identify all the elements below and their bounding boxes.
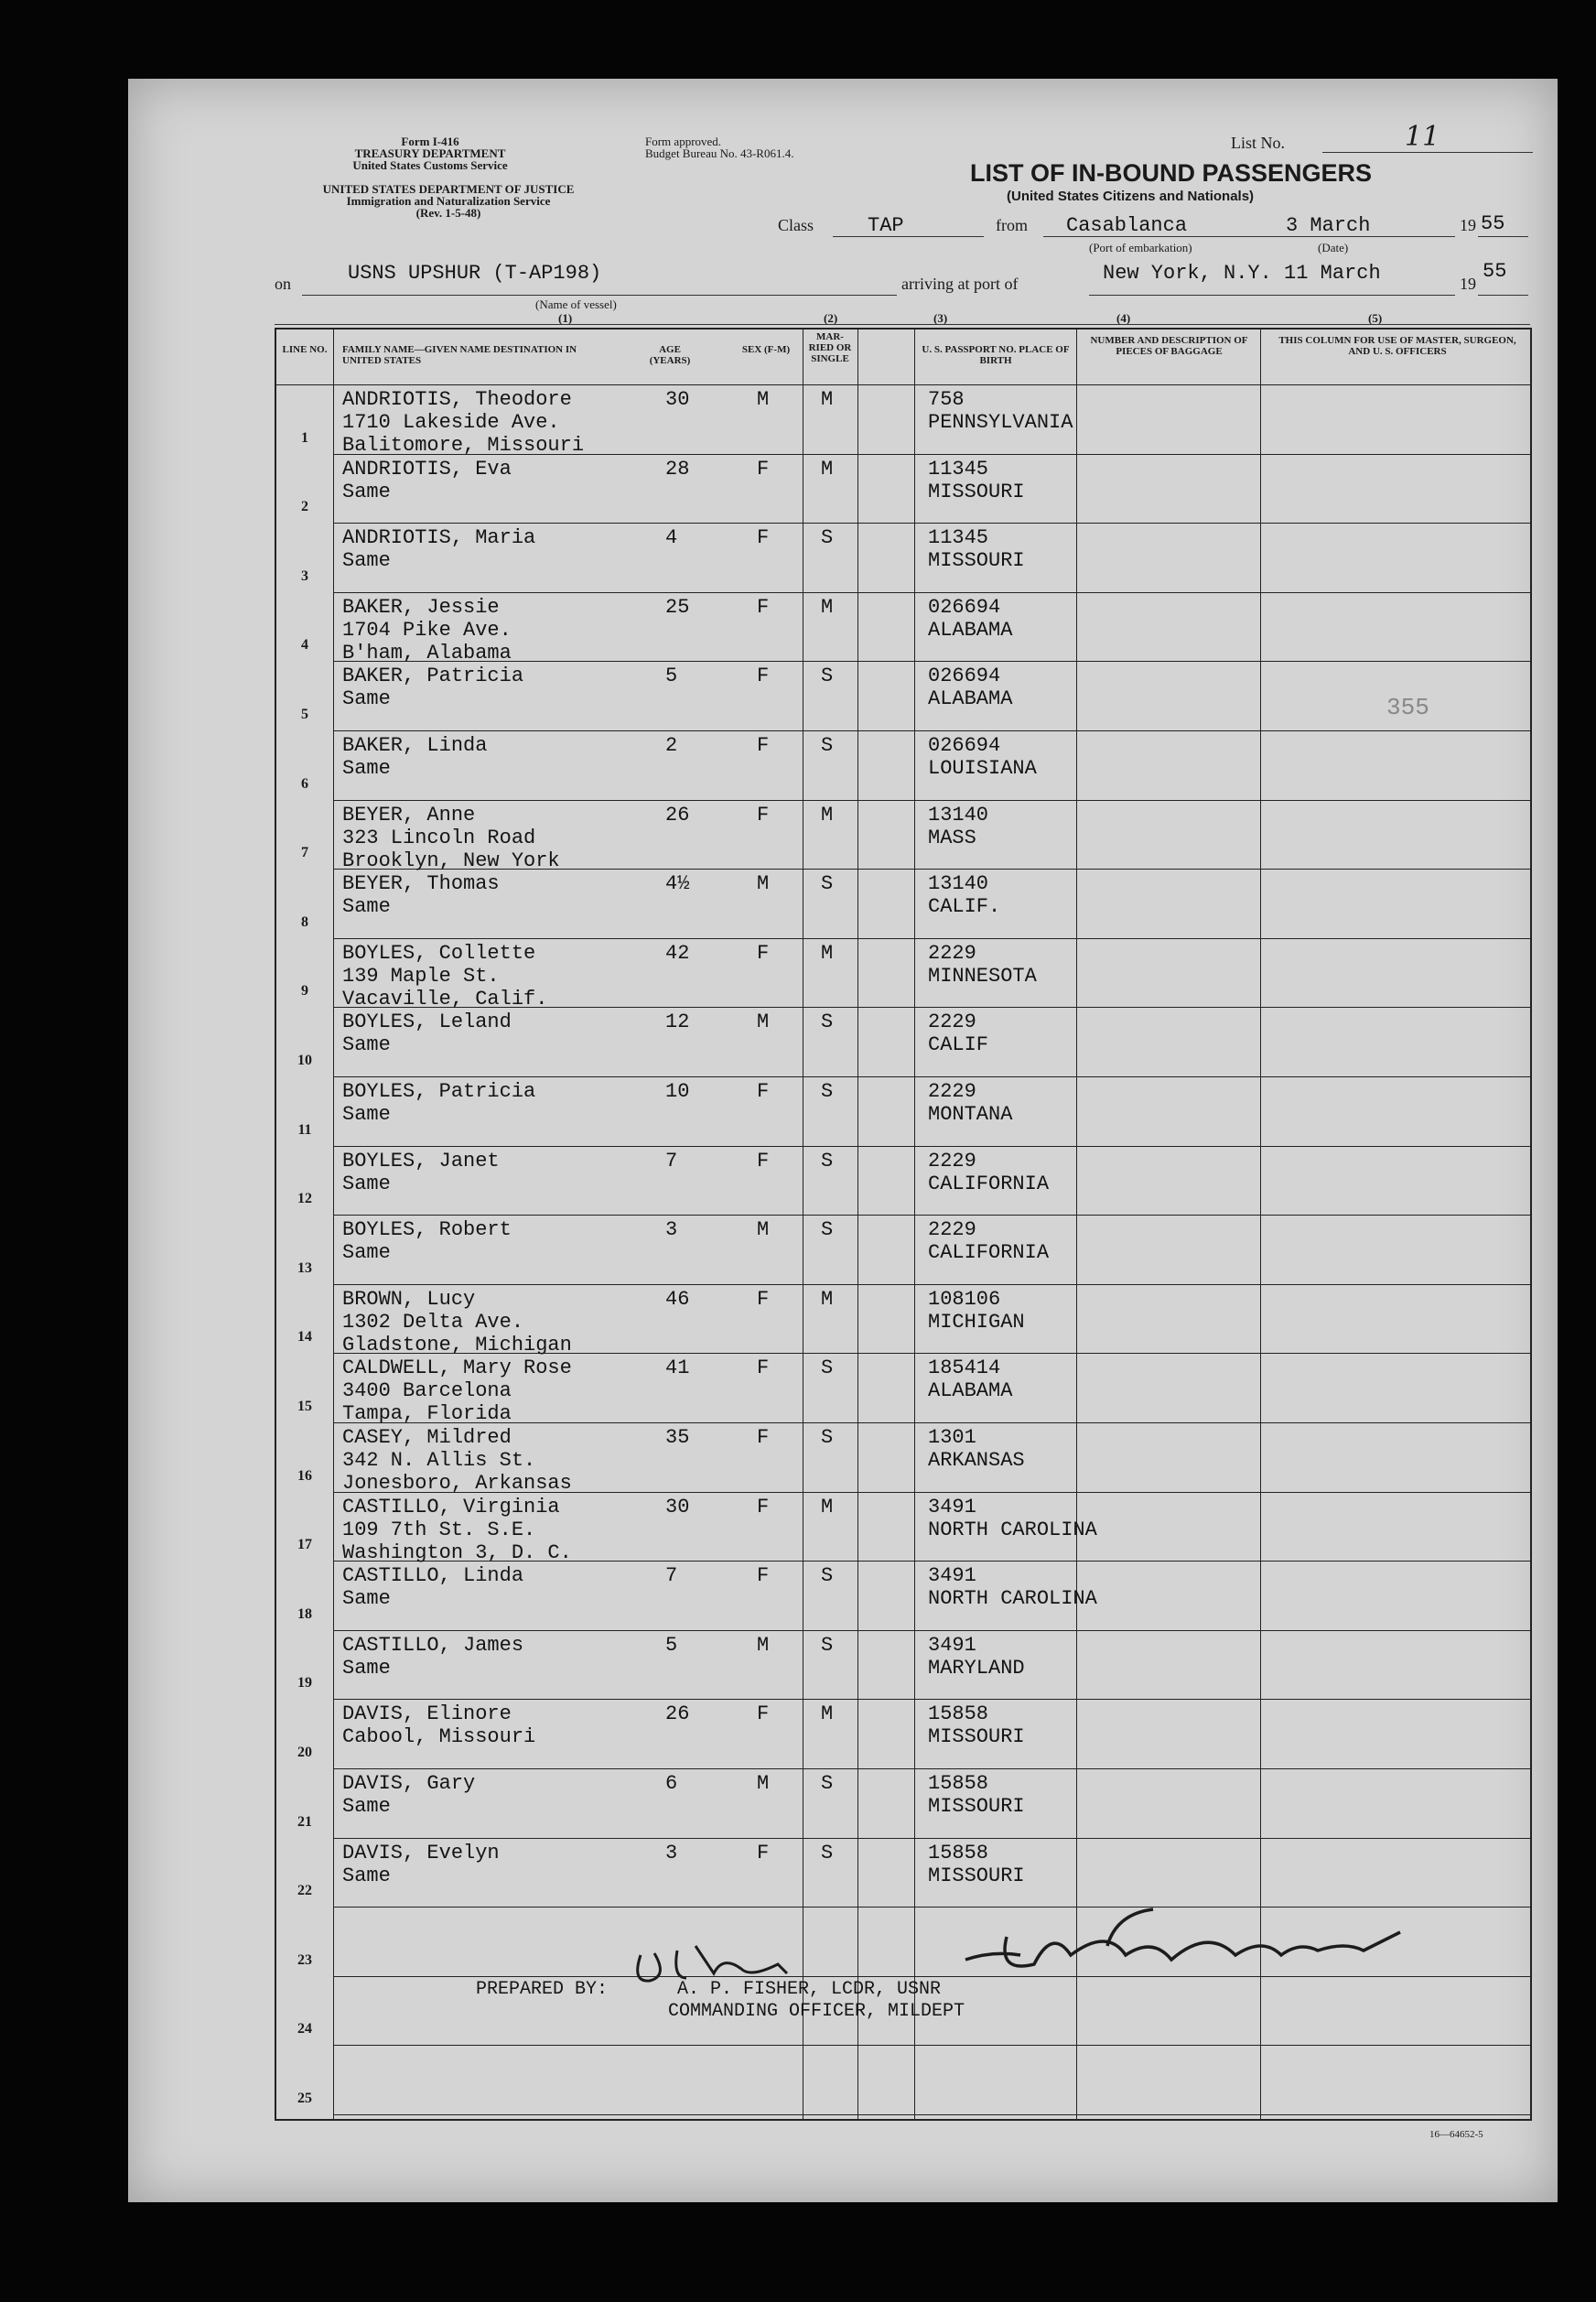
passport-number: 2229 bbox=[928, 1149, 976, 1173]
signature-fisher bbox=[638, 1946, 787, 1981]
passenger-name: BEYER, Thomas bbox=[342, 872, 500, 896]
passenger-marital: M bbox=[821, 1495, 834, 1518]
passenger-sex: M bbox=[757, 1772, 770, 1795]
form-approved: Form approved. bbox=[645, 135, 722, 148]
passenger-marital: S bbox=[821, 1356, 834, 1380]
passport-number: 3491 bbox=[928, 1633, 976, 1657]
passport-number: 2229 bbox=[928, 1011, 976, 1034]
col-passport: U. S. PASSPORT NO. PLACE OF BIRTH bbox=[922, 344, 1070, 366]
passenger-destination: Same bbox=[342, 1795, 391, 1818]
col-name: FAMILY NAME—GIVEN NAME DESTINATION IN UNITED STATES bbox=[342, 344, 577, 366]
passenger-age: 7 bbox=[665, 1564, 678, 1588]
place-of-birth: MASS bbox=[928, 826, 976, 849]
arrival-port-date: New York, N.Y. 11 March bbox=[1103, 262, 1381, 285]
place-of-birth: MISSOURI bbox=[928, 1864, 1025, 1887]
passenger-sex: F bbox=[757, 1149, 770, 1173]
passport-number: 2229 bbox=[928, 941, 976, 965]
passenger-marital: S bbox=[821, 1564, 834, 1588]
passenger-destination: Same bbox=[342, 1241, 391, 1265]
list-no-value: 11 bbox=[1405, 121, 1440, 153]
passenger-destination: Same bbox=[342, 1172, 391, 1195]
passenger-name: ANDRIOTIS, Eva bbox=[342, 457, 512, 481]
passenger-sex: F bbox=[757, 526, 770, 550]
place-of-birth: NORTH CAROLINA bbox=[928, 1587, 1097, 1611]
place-of-birth: MISSOURI bbox=[928, 549, 1025, 573]
passenger-name: BAKER, Jessie bbox=[342, 595, 500, 619]
prepared-by-title: COMMANDING OFFICER, MILDEPT bbox=[668, 2001, 965, 2022]
passport-number: 2229 bbox=[928, 1218, 976, 1242]
col-married: MAR-RIED OR SINGLE bbox=[808, 331, 852, 364]
passenger-age: 26 bbox=[665, 803, 690, 827]
arriving-label: arriving at port of bbox=[901, 275, 1019, 293]
prepared-by-name: A. P. FISHER, LCDR, USNR bbox=[677, 1979, 942, 2000]
place-of-birth: ARKANSAS bbox=[928, 1449, 1025, 1472]
passenger-destination: 1710 Lakeside Ave. bbox=[342, 411, 560, 434]
line-number: 14 bbox=[297, 1329, 312, 1346]
ins-service: Immigration and Naturalization Service bbox=[346, 194, 551, 208]
print-code: 16—64652-5 bbox=[1429, 2129, 1483, 2140]
line-number: 4 bbox=[301, 637, 308, 654]
passenger-age: 10 bbox=[665, 1080, 690, 1103]
passenger-marital: S bbox=[821, 1426, 834, 1449]
passenger-name: DAVIS, Elinore bbox=[342, 1702, 512, 1726]
passenger-age: 25 bbox=[665, 595, 690, 619]
passenger-name: BOYLES, Patricia bbox=[342, 1080, 536, 1103]
passenger-marital: S bbox=[821, 1633, 834, 1657]
arrival-year: 55 bbox=[1483, 260, 1507, 283]
line-number: 9 bbox=[301, 983, 308, 1000]
place-of-birth: MISSOURI bbox=[928, 1725, 1025, 1749]
line-number: 16 bbox=[297, 1467, 312, 1484]
page-subtitle: (United States Citizens and Nationals) bbox=[1007, 189, 1255, 204]
passenger-marital: S bbox=[821, 1772, 834, 1795]
col-num-5: (5) bbox=[1368, 311, 1383, 325]
passenger-sex: F bbox=[757, 1841, 770, 1864]
line-number: 20 bbox=[297, 1745, 312, 1760]
line-number: 1 bbox=[301, 429, 308, 446]
passenger-age: 41 bbox=[665, 1356, 690, 1380]
embarkation-date: 3 March bbox=[1286, 214, 1371, 237]
passenger-destination: Same bbox=[342, 687, 391, 711]
passport-number: 1301 bbox=[928, 1426, 976, 1449]
from-label: from bbox=[996, 216, 1028, 234]
place-of-birth: NORTH CAROLINA bbox=[928, 1518, 1097, 1541]
line-number: 7 bbox=[301, 845, 308, 861]
passenger-name: CALDWELL, Mary Rose bbox=[342, 1356, 572, 1380]
passenger-destination: Brooklyn, New York bbox=[342, 848, 560, 872]
passenger-name: CASTILLO, James bbox=[342, 1633, 524, 1657]
budget-bureau: Budget Bureau No. 43-R061.4. bbox=[645, 146, 794, 160]
col-num-3: (3) bbox=[933, 311, 948, 325]
passenger-sex: M bbox=[757, 1011, 770, 1034]
passenger-destination: Same bbox=[342, 480, 391, 503]
passenger-sex: F bbox=[757, 1426, 770, 1449]
passenger-sex: M bbox=[757, 872, 770, 896]
passenger-name: BROWN, Lucy bbox=[342, 1287, 476, 1311]
passenger-age: 30 bbox=[665, 1495, 690, 1518]
place-of-birth: PENNSYLVANIA bbox=[928, 411, 1073, 434]
passenger-name: BOYLES, Janet bbox=[342, 1149, 500, 1173]
embarkation-year: 55 bbox=[1481, 212, 1505, 235]
passenger-name: BAKER, Linda bbox=[342, 734, 488, 757]
passenger-name: ANDRIOTIS, Theodore bbox=[342, 388, 572, 411]
place-of-birth: MISSOURI bbox=[928, 480, 1025, 503]
passenger-sex: F bbox=[757, 734, 770, 757]
passenger-marital: M bbox=[821, 388, 834, 411]
passport-number: 026694 bbox=[928, 665, 1001, 688]
place-of-birth: MICHIGAN bbox=[928, 1310, 1025, 1334]
passenger-name: DAVIS, Evelyn bbox=[342, 1841, 500, 1864]
embarkation-port: Casablanca bbox=[1066, 214, 1188, 237]
passenger-name: CASEY, Mildred bbox=[342, 1426, 512, 1449]
passport-number: 3491 bbox=[928, 1564, 976, 1588]
passenger-age: 26 bbox=[665, 1702, 690, 1726]
passenger-age: 2 bbox=[665, 734, 678, 757]
passenger-destination: Same bbox=[342, 549, 391, 573]
year-prefix: 19 bbox=[1460, 216, 1476, 234]
line-number: 17 bbox=[297, 1537, 312, 1553]
passenger-destination: Same bbox=[342, 1656, 391, 1680]
passenger-sex: M bbox=[757, 388, 770, 411]
passenger-marital: S bbox=[821, 1149, 834, 1173]
signature-officer bbox=[965, 1909, 1400, 1966]
passport-number: 15858 bbox=[928, 1772, 989, 1795]
passenger-name: BAKER, Patricia bbox=[342, 665, 524, 688]
passenger-age: 7 bbox=[665, 1149, 678, 1173]
passport-number: 11345 bbox=[928, 457, 989, 481]
passenger-name: CASTILLO, Linda bbox=[342, 1564, 524, 1588]
line-number: 15 bbox=[297, 1399, 312, 1414]
passenger-age: 46 bbox=[665, 1287, 690, 1311]
passport-number: 13140 bbox=[928, 872, 989, 896]
place-of-birth: CALIF bbox=[928, 1033, 989, 1057]
passenger-age: 5 bbox=[665, 665, 678, 688]
line-number: 24 bbox=[297, 2021, 312, 2037]
passenger-destination: Balitomore, Missouri bbox=[342, 434, 585, 457]
passenger-age: 4 bbox=[665, 526, 678, 550]
document-page bbox=[128, 79, 1558, 2202]
passenger-destination: 139 Maple St. bbox=[342, 964, 500, 988]
passenger-destination: Cabool, Missouri bbox=[342, 1725, 536, 1749]
revision-date: (Rev. 1-5-48) bbox=[415, 206, 481, 220]
passport-number: 026694 bbox=[928, 595, 1001, 619]
passport-number: 15858 bbox=[928, 1841, 989, 1864]
passport-number: 13140 bbox=[928, 803, 989, 827]
place-of-birth: LOUISIANA bbox=[928, 757, 1037, 780]
signature-marks bbox=[128, 79, 1558, 2202]
col-num-4: (4) bbox=[1116, 311, 1131, 325]
list-no-label: List No. bbox=[1231, 134, 1286, 152]
form-number: Form I-416 bbox=[401, 135, 459, 148]
col-sex: SEX (F-M) bbox=[741, 344, 791, 355]
vessel-caption: (Name of vessel) bbox=[535, 297, 617, 311]
passenger-destination: 3400 Barcelona bbox=[342, 1379, 512, 1403]
arrival-year-prefix: 19 bbox=[1460, 275, 1476, 293]
passenger-sex: F bbox=[757, 665, 770, 688]
line-number: 23 bbox=[297, 1951, 312, 1968]
vessel-name: USNS UPSHUR (T-AP198) bbox=[348, 262, 602, 285]
passenger-marital: S bbox=[821, 1011, 834, 1034]
passenger-sex: M bbox=[757, 1633, 770, 1657]
passenger-destination: Same bbox=[342, 757, 391, 780]
justice-department: UNITED STATES DEPARTMENT OF JUSTICE bbox=[322, 182, 575, 196]
passenger-marital: M bbox=[821, 1702, 834, 1726]
place-of-birth: CALIFORNIA bbox=[928, 1172, 1050, 1195]
passenger-destination: Same bbox=[342, 1103, 391, 1126]
passport-number: 108106 bbox=[928, 1287, 1001, 1311]
passenger-destination: Same bbox=[342, 1033, 391, 1057]
place-of-birth: MONTANA bbox=[928, 1103, 1013, 1126]
passport-number: 11345 bbox=[928, 526, 989, 550]
place-of-birth: ALABAMA bbox=[928, 687, 1013, 711]
line-number: 12 bbox=[297, 1191, 312, 1207]
customs-service: United States Customs Service bbox=[352, 158, 508, 172]
passenger-sex: F bbox=[757, 1495, 770, 1518]
line-number: 11 bbox=[297, 1121, 312, 1138]
passenger-sex: M bbox=[757, 1218, 770, 1242]
passenger-destination: Jonesboro, Arkansas bbox=[342, 1472, 572, 1495]
passenger-destination: 1302 Delta Ave. bbox=[342, 1310, 524, 1334]
passenger-marital: S bbox=[821, 526, 834, 550]
passenger-marital: M bbox=[821, 803, 834, 827]
passport-number: 15858 bbox=[928, 1702, 989, 1726]
col-officers: THIS COLUMN FOR USE OF MASTER, SURGEON, AND U. S. OFFICERS bbox=[1278, 335, 1516, 357]
place-of-birth: MINNESOTA bbox=[928, 964, 1037, 988]
place-of-birth: CALIF. bbox=[928, 895, 1001, 919]
passenger-age: 30 bbox=[665, 388, 690, 411]
passenger-destination: Gladstone, Michigan bbox=[342, 1333, 572, 1356]
passenger-marital: S bbox=[821, 734, 834, 757]
passenger-sex: F bbox=[757, 1080, 770, 1103]
line-number: 10 bbox=[297, 1053, 312, 1068]
passenger-name: ANDRIOTIS, Maria bbox=[342, 526, 536, 550]
passenger-destination: Tampa, Florida bbox=[342, 1402, 512, 1426]
passenger-age: 4½ bbox=[665, 872, 690, 896]
passenger-name: DAVIS, Gary bbox=[342, 1772, 476, 1795]
passenger-sex: F bbox=[757, 1356, 770, 1380]
date-caption: (Date) bbox=[1318, 241, 1349, 254]
passenger-name: BOYLES, Leland bbox=[342, 1011, 512, 1034]
passenger-sex: F bbox=[757, 803, 770, 827]
place-of-birth: MARYLAND bbox=[928, 1656, 1025, 1680]
col-baggage: NUMBER AND DESCRIPTION OF PIECES OF BAGGAGE bbox=[1090, 335, 1248, 357]
col-num-2: (2) bbox=[824, 311, 838, 325]
place-of-birth: MISSOURI bbox=[928, 1795, 1025, 1818]
col-num-1: (1) bbox=[558, 311, 573, 325]
passenger-marital: S bbox=[821, 1841, 834, 1864]
passenger-destination: B'ham, Alabama bbox=[342, 641, 512, 665]
passenger-destination: 342 N. Allis St. bbox=[342, 1449, 536, 1472]
treasury-department: TREASURY DEPARTMENT bbox=[354, 146, 506, 160]
class-value: TAP bbox=[868, 214, 904, 237]
passenger-destination: Same bbox=[342, 1587, 391, 1611]
passenger-destination: 323 Lincoln Road bbox=[342, 826, 536, 849]
col-age: AGE (YEARS) bbox=[649, 344, 691, 366]
passenger-sex: F bbox=[757, 595, 770, 619]
passenger-destination: Vacaville, Calif. bbox=[342, 987, 548, 1011]
page-title: LIST OF IN-BOUND PASSENGERS bbox=[970, 159, 1373, 187]
passenger-marital: M bbox=[821, 941, 834, 965]
passenger-age: 3 bbox=[665, 1218, 678, 1242]
place-of-birth: CALIFORNIA bbox=[928, 1241, 1050, 1265]
passenger-name: BOYLES, Collette bbox=[342, 941, 536, 965]
officer-note: 355 bbox=[1386, 694, 1429, 721]
passenger-marital: S bbox=[821, 1218, 834, 1242]
passport-number: 026694 bbox=[928, 734, 1001, 757]
passenger-sex: F bbox=[757, 1702, 770, 1726]
passenger-destination: 109 7th St. S.E. bbox=[342, 1518, 536, 1541]
passenger-name: BOYLES, Robert bbox=[342, 1218, 512, 1242]
passenger-marital: S bbox=[821, 872, 834, 896]
passport-number: 2229 bbox=[928, 1080, 976, 1103]
passenger-name: CASTILLO, Virginia bbox=[342, 1495, 560, 1518]
line-number: 2 bbox=[301, 499, 308, 515]
passenger-age: 3 bbox=[665, 1841, 678, 1864]
passenger-name: BEYER, Anne bbox=[342, 803, 476, 827]
class-label: Class bbox=[778, 216, 814, 234]
passenger-sex: F bbox=[757, 457, 770, 481]
passenger-marital: M bbox=[821, 457, 834, 481]
line-number: 18 bbox=[297, 1605, 312, 1622]
passenger-sex: F bbox=[757, 1564, 770, 1588]
passenger-age: 5 bbox=[665, 1633, 678, 1657]
line-number: 21 bbox=[297, 1813, 312, 1830]
line-number: 8 bbox=[301, 913, 308, 930]
passenger-age: 6 bbox=[665, 1772, 678, 1795]
passenger-destination: Washington 3, D. C. bbox=[342, 1540, 572, 1564]
line-number: 5 bbox=[301, 707, 308, 722]
passenger-sex: F bbox=[757, 941, 770, 965]
place-of-birth: ALABAMA bbox=[928, 1379, 1013, 1403]
passenger-marital: S bbox=[821, 665, 834, 688]
on-label: on bbox=[275, 275, 291, 293]
passenger-marital: M bbox=[821, 595, 834, 619]
line-number: 6 bbox=[301, 775, 308, 792]
passport-number: 758 bbox=[928, 388, 965, 411]
place-of-birth: ALABAMA bbox=[928, 618, 1013, 642]
passenger-sex: F bbox=[757, 1287, 770, 1311]
passenger-age: 12 bbox=[665, 1011, 690, 1034]
prepared-by-label: PREPARED BY: bbox=[476, 1979, 609, 2000]
passenger-destination: Same bbox=[342, 1864, 391, 1887]
passenger-marital: S bbox=[821, 1080, 834, 1103]
line-number: 3 bbox=[301, 567, 308, 584]
line-number: 13 bbox=[297, 1259, 312, 1276]
passport-number: 3491 bbox=[928, 1495, 976, 1518]
line-number: 19 bbox=[297, 1675, 312, 1691]
passenger-marital: M bbox=[821, 1287, 834, 1311]
line-number: 25 bbox=[297, 2091, 312, 2106]
passenger-age: 42 bbox=[665, 941, 690, 965]
passenger-destination: Same bbox=[342, 895, 391, 919]
line-number: 22 bbox=[297, 1883, 312, 1899]
passport-number: 185414 bbox=[928, 1356, 1001, 1380]
port-caption: (Port of embarkation) bbox=[1089, 241, 1192, 254]
passenger-age: 35 bbox=[665, 1426, 690, 1449]
col-line-no: LINE NO. bbox=[282, 344, 328, 355]
passenger-age: 28 bbox=[665, 457, 690, 481]
passenger-destination: 1704 Pike Ave. bbox=[342, 618, 512, 642]
